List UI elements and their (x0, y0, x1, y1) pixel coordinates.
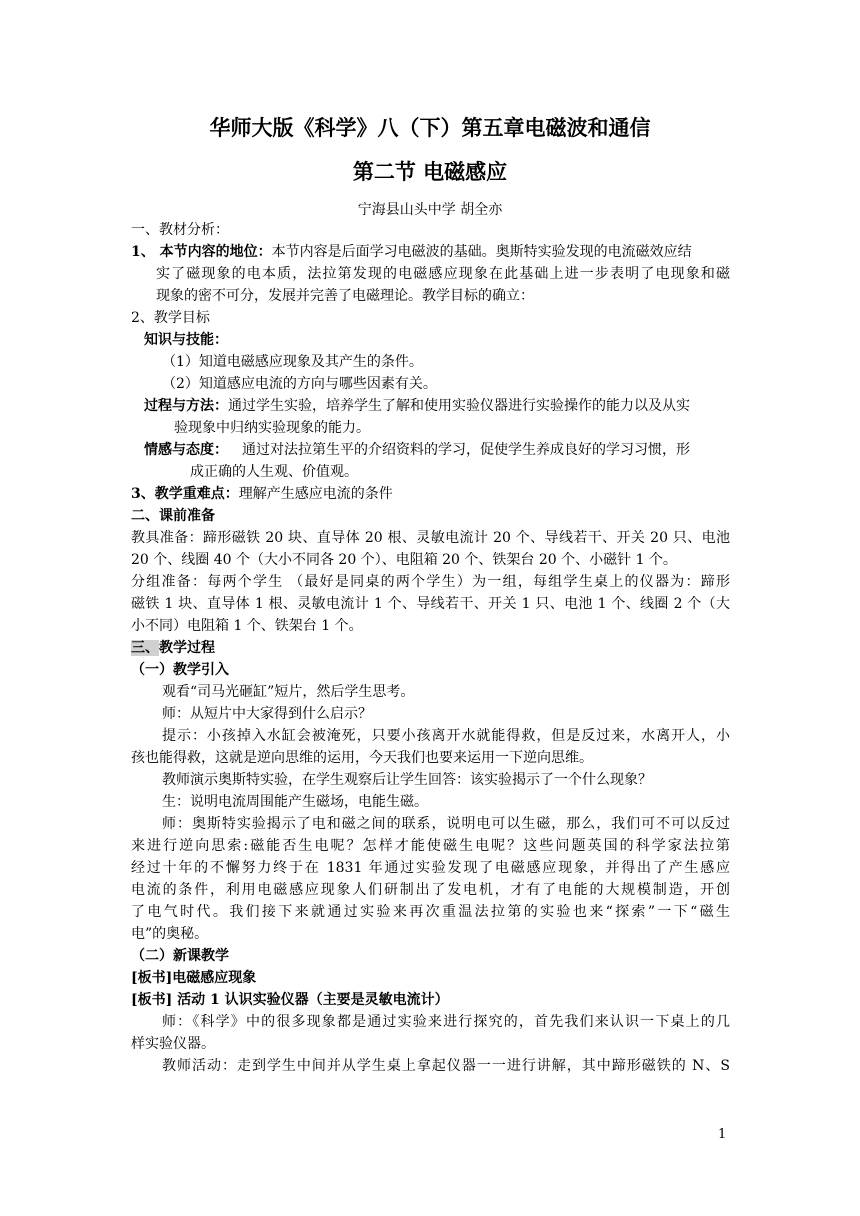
text-line: 磁铁 1 块、直导体 1 根、灵敏电流计 1 个、导线若干、开关 1 只、电池 1 个、线圈 2 个（大 (131, 596, 730, 612)
heading-introduction (131, 659, 229, 681)
heading-text: （二）新课教学 (131, 948, 229, 964)
para-process-method (144, 395, 690, 417)
text-line: 来进行逆向思索:磁能否生电呢？怎样才能使磁生电呢？这些问题英国的科学家法拉第 (131, 838, 730, 854)
text-line: 电”的奥秘。 (131, 926, 209, 942)
text-line: 师：奥斯特实验揭示了电和磁之间的联系，说明电可以生磁，那么，我们可不可以反过 (162, 816, 730, 832)
heading-teaching-process (131, 637, 215, 659)
para-key-points (131, 483, 393, 505)
label-status: 1、 本节内容的地位： (131, 244, 272, 260)
text-line: 现象的密不可分，发展并完善了电磁理论。教学目标的确立： (156, 288, 534, 304)
text-line: 本节内容是后面学习电磁波的基础。奥斯特实验发现的电流磁效应结 (271, 244, 692, 260)
text-line: 成正确的人生观、价值观。 (190, 464, 358, 480)
text-line: 提示：小孩掉入水缸会被淹死，只要小孩离开水就能得救，但是反过来，水离开人，小 (162, 728, 730, 744)
list-item: （1）知道电磁感应现象及其产生的条件。 (162, 354, 423, 370)
text-line: 理解产生感应电流的条件 (238, 486, 393, 502)
text-line: 师：从短片中大家得到什么启示？ (162, 706, 372, 722)
heading-preparation (131, 505, 215, 527)
label-key-points: 3、教学重难点： (131, 486, 239, 502)
text-line: 样实验仪器。 (131, 1036, 215, 1052)
text-line: 教师演示奥斯特实验，在学生观察后让学生回答：该实验揭示了一个什么现象？ (162, 772, 652, 788)
text-line: 20 个、线圈 40 个（大小不同各 20 个）、电阻箱 20 个、铁架台 20 个、小磁针 1 个。 (131, 552, 677, 568)
text-line: 观看“司马光砸缸”短片，然后学生思考。 (162, 684, 415, 700)
text-line: 电流的条件，利用电磁感应现象人们研制出了发电机，才有了电能的大规模制造，开创 (131, 882, 730, 898)
heading-teaching-goals: 2、教学目标 (131, 310, 210, 326)
text-line: 经过十年的不懈努力终于在 1831 年通过实验发现了电磁感应现象，并得出了产生感应 (131, 860, 730, 876)
board-text: [板书] 活动 1 认识实验仪器（主要是灵敏电流计） (131, 992, 449, 1008)
text-line: 孩也能得救，这就是逆向思维的运用，今天我们也要来运用一下逆向思维。 (131, 750, 593, 766)
para-emotion-attitude (144, 439, 690, 461)
heading-textbook-analysis: 一、教材分析： (131, 222, 229, 238)
heading-text: （一）教学引入 (131, 662, 229, 678)
label-process-method: 过程与方法： (144, 398, 228, 414)
heading-text: 教学过程 (159, 640, 215, 656)
text-line: 师：《科学》中的很多现象都是通过实验来进行探究的，首先我们来认识一下桌上的几 (162, 1014, 730, 1030)
text-line: 通过对法拉第生平的介绍资料的学习，促使学生养成良好的学习习惯，形 (242, 442, 690, 458)
text-line: 教具准备：蹄形磁铁 20 块、直导体 20 根、灵敏电流计 20 个、导线若干、开关 20 只、电池 (131, 530, 730, 546)
text-line: 实了磁现象的电本质，法拉第发现的电磁感应现象在此基础上进一步表明了电现象和磁 (156, 266, 730, 282)
page-number: 1 (718, 1127, 727, 1142)
para-status (131, 241, 692, 263)
board-note (131, 967, 256, 989)
heading-new-lesson (131, 945, 229, 967)
section-title: 第二节 电磁感应 (352, 159, 508, 184)
heading-text: 二、课前准备 (131, 508, 215, 524)
label-emotion-attitude: 情感与态度： (144, 442, 228, 458)
text-line: 生：说明电流周围能产生磁场，电能生磁。 (162, 794, 428, 810)
highlighted-number: 三、 (131, 640, 159, 656)
text-line: 小不同）电阻箱 1 个、铁架台 1 个。 (131, 618, 363, 634)
text-line: 教师活动：走到学生中间并从学生桌上拿起仪器一一进行讲解，其中蹄形磁铁的 N、S (162, 1058, 730, 1074)
board-text: [板书]电磁感应现象 (131, 970, 257, 986)
label-knowledge-skills (144, 329, 228, 351)
text-line: 了电气时代。我们接下来就通过实验来再次重温法拉第的实验也来“探索”一下“磁生 (131, 904, 730, 920)
text-line: 通过学生实验，培养学生了解和使用实验仪器进行实验操作的能力以及从实 (228, 398, 690, 414)
board-note-activity (131, 989, 449, 1011)
list-item: （2）知道感应电流的方向与哪些因素有关。 (162, 376, 437, 392)
document-title: 华师大版《科学》八（下）第五章电磁波和通信 (209, 115, 651, 140)
author-line: 宁海县山头中学 胡全亦 (357, 202, 503, 218)
text-line: 验现象中归纳实验现象的能力。 (174, 420, 370, 436)
label-text: 知识与技能： (144, 332, 228, 348)
text-line: 分组准备：每两个学生 （最好是同桌的两个学生）为一组，每组学生桌上的仪器为：蹄形 (131, 574, 730, 590)
